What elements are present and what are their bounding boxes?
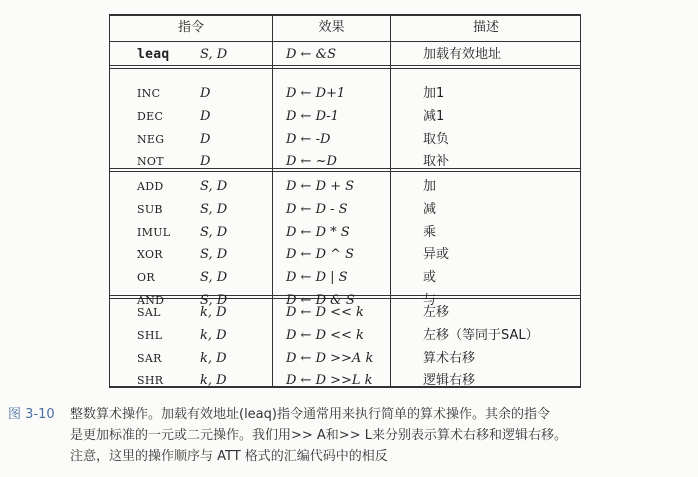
instruction-description: 减1	[423, 108, 445, 124]
instruction-effect: D ← D >>A k	[286, 350, 374, 366]
column-divider	[272, 16, 273, 386]
instruction-description: 加	[423, 179, 437, 194]
header-effect: 效果	[318, 20, 345, 35]
caption-line: 整数算术操作。加载有效地址(leaq)指令通常用来执行简单的算术操作。其余的指令	[70, 407, 550, 422]
instruction-mnemonic: SAR	[137, 351, 162, 365]
instruction-mnemonic: DEC	[137, 109, 164, 123]
instruction-description: 算术右移	[423, 350, 476, 366]
instruction-description: 左移（等同于SAL）	[423, 327, 539, 343]
instruction-description: 乘	[423, 224, 437, 240]
instruction-description: 异或	[423, 247, 450, 263]
group-divider	[110, 65, 580, 69]
instruction-effect: D ← D-1	[286, 108, 339, 124]
instruction-effect: D ← D << k	[286, 327, 364, 343]
header-description: 描述	[472, 20, 499, 35]
instruction-mnemonic: XOR	[137, 248, 163, 262]
instruction-effect: D ← D << k	[286, 305, 364, 320]
instruction-mnemonic: OR	[137, 271, 155, 285]
instruction-operands: S, D	[200, 293, 228, 308]
instruction-effect: D ← D + S	[286, 179, 355, 194]
instruction-effect: D ← &S	[286, 47, 337, 62]
header-instruction: 指令	[177, 20, 204, 35]
instruction-effect: D ← D ^ S	[286, 247, 355, 263]
instruction-description: 或	[423, 270, 437, 286]
instruction-description: 取负	[423, 131, 450, 147]
instruction-mnemonic: SHL	[137, 328, 163, 342]
instruction-mnemonic: NEG	[137, 132, 165, 146]
instruction-mnemonic: NOT	[137, 155, 164, 169]
instruction-description: 取补	[423, 154, 450, 170]
figure-label: 图 3-10	[8, 407, 55, 422]
instruction-description: 加1	[423, 86, 445, 101]
instruction-operands: k, D	[200, 350, 227, 366]
caption-line: 是更加标准的一元或二元操作。我们用>> A和>> L来分别表示算术右移和逻辑右移。	[70, 428, 567, 443]
instruction-operands: S, D	[200, 247, 228, 263]
instruction-operands: k, D	[200, 373, 227, 389]
instruction-operands: S, D	[200, 47, 228, 62]
group-divider	[110, 168, 580, 172]
instruction-operands: D	[200, 154, 211, 170]
instruction-description: 加载有效地址	[423, 47, 502, 62]
instruction-mnemonic: SUB	[137, 202, 163, 216]
instruction-effect: D ← D * S	[286, 224, 350, 240]
instruction-operands: S, D	[200, 224, 228, 240]
instruction-operands: S, D	[200, 270, 228, 286]
instruction-mnemonic: ADD	[137, 180, 164, 193]
instruction-effect: D ← D - S	[286, 201, 348, 217]
instruction-description: 逻辑右移	[423, 373, 476, 389]
instruction-operands: S, D	[200, 201, 228, 217]
instruction-effect: D ← D | S	[286, 270, 348, 286]
caption-line: 注意，这里的操作顺序与 ATT 格式的汇编代码中的相反	[70, 449, 388, 464]
instruction-operands: D	[200, 108, 211, 124]
instruction-operands: D	[200, 86, 211, 101]
column-divider	[390, 16, 391, 386]
instruction-operands: k, D	[200, 305, 227, 320]
instruction-operands: S, D	[200, 179, 228, 194]
instruction-mnemonic: leaq	[137, 47, 170, 62]
figure-caption	[8, 404, 690, 467]
instruction-operands: k, D	[200, 327, 227, 343]
instruction-effect: D ← D+1	[286, 86, 346, 101]
instruction-mnemonic: IMUL	[137, 225, 171, 239]
instruction-table	[109, 14, 581, 388]
instruction-operands: D	[200, 131, 211, 147]
instruction-effect: D ← D >>L k	[286, 373, 373, 389]
instruction-effect: D ← -D	[286, 131, 331, 147]
instruction-mnemonic: INC	[137, 87, 161, 100]
header-divider	[110, 41, 580, 42]
instruction-effect: D ← D & S	[286, 293, 355, 308]
instruction-mnemonic: SHR	[137, 374, 164, 388]
instruction-description: 减	[423, 201, 437, 217]
instruction-effect: D ← ~D	[286, 154, 337, 170]
instruction-description: 与	[423, 293, 437, 308]
instruction-mnemonic: SAL	[137, 306, 161, 319]
instruction-description: 左移	[423, 305, 450, 320]
instruction-mnemonic: AND	[137, 294, 165, 307]
